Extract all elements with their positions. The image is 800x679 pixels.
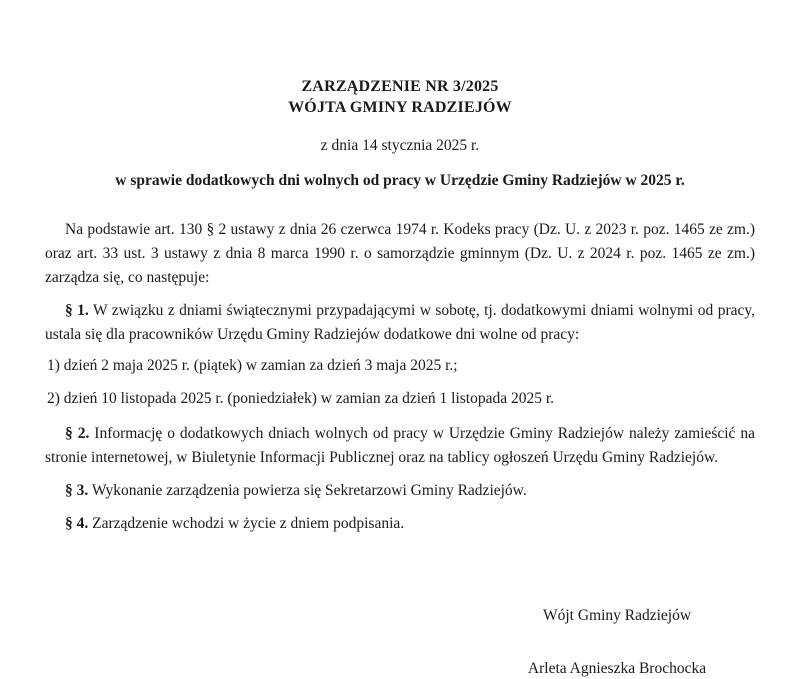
document-date: z dnia 14 stycznia 2025 r. [320,137,480,154]
section-4-text: Zarządzenie wchodzi w życie z dniem podpisania. [92,515,405,532]
preamble-paragraph: Na podstawie art. 130 § 2 ustawy z dnia 26 czerwca 1974 r. Kodeks pracy (Dz. U. z 2023 r. poz. 1465 ze zm.) oraz art. 33 ust. 3 ustawy z dnia 8 marca 1990 r. o samorządzie gminnym (Dz. U. z 2024 r. poz. 1465 ze zm.) zarządza się, co następuje: [45,221,755,286]
document-body [45,218,755,536]
section-4-marker: § 4. [65,515,89,532]
signatory-title: Wójt Gminy Radziejów [542,607,692,624]
document-title-line-1: ZARZĄDZENIE NR 3/2025 [301,78,499,95]
section-3-text: Wykonanie zarządzenia powierza się Sekretarzowi Gminy Radziejów. [91,482,527,499]
section-1-marker: § 1. [65,302,89,319]
signature-block [452,606,782,679]
free-days-list [45,356,755,409]
document-heading [45,76,755,191]
section-paragraph-2 [45,422,755,470]
section-1-text: W związku z dniami świątecznymi przypadającymi w sobotę, tj. dodatkowymi dniami wolnymi od pracy, ustala się dla pracowników Urzędu Gminy Radziejów dodatkowe dni wolne od pracy: [45,302,755,343]
document-subject: w sprawie dodatkowych dni wolnych od pracy w Urzędzie Gminy Radziejów w 2025 r. [115,172,685,189]
section-paragraph-3 [45,479,755,503]
section-2-text: Informację o dodatkowych dniach wolnych od pracy w Urzędzie Gminy Radziejów należy zamieścić na stronie internetowej, w Biuletynie Informacji Publicznej oraz na tablicy ogłoszeń Urzędu Gminy Radziejów. [45,425,756,466]
signatory-name: Arleta Agnieszka Brochocka [527,660,707,677]
section-3-marker: § 3. [65,482,89,499]
section-2-marker: § 2. [65,425,90,442]
list-item-day-1: 1) dzień 2 maja 2025 r. (piątek) w zamian za dzień 3 maja 2025 r.; [47,357,458,374]
section-paragraph-4 [45,512,755,536]
section-paragraph-1 [45,299,755,347]
document-title-line-2: WÓJTA GMINY RADZIEJÓW [288,99,512,116]
list-item-day-2: 2) dzień 10 listopada 2025 r. (poniedziałek) w zamian za dzień 1 listopada 2025 r. [47,390,555,407]
